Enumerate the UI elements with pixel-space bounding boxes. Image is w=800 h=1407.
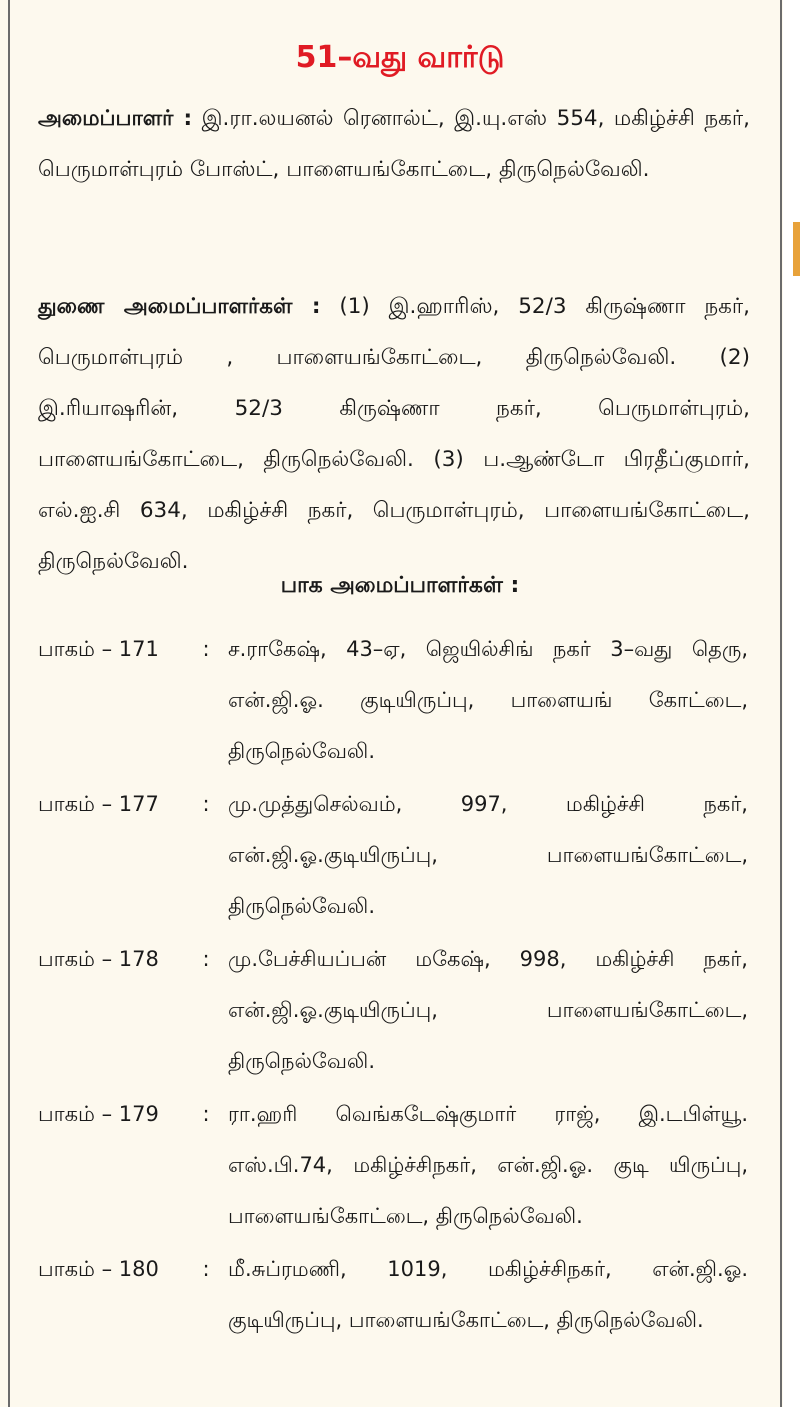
booth-number: பாகம் – 180	[38, 1257, 159, 1281]
booth-separator: :	[202, 1257, 210, 1281]
booth-organizer-text: மு.பேச்சியப்பன் மகேஷ், 998, மகிழ்ச்சி நகர், என்.ஜி.ஓ.குடியிருப்பு, பாளையங்கோட்டை, திருநெல்வேலி.	[228, 947, 748, 1073]
booth-number: பாகம் – 179	[38, 1102, 159, 1126]
adjacent-column-mark	[793, 222, 800, 276]
booth-organizers-heading: பாக அமைப்பாளர்கள் :	[280, 573, 520, 598]
booth-entry	[38, 624, 758, 774]
booth-organizer-text: மு.முத்துசெல்வம், 997, மகிழ்ச்சி நகர், என்.ஜி.ஓ.குடியிருப்பு, பாளையங்கோட்டை, திருநெல்வேலி.	[228, 792, 748, 918]
left-column-rule	[8, 0, 10, 1407]
organizer-entry	[38, 93, 750, 195]
booth-number: பாகம் – 171	[38, 637, 159, 661]
booth-entry	[38, 1089, 758, 1239]
booth-organizer-text: ச.ராகேஷ், 43–ஏ, ஜெயில்சிங் நகர் 3–வது தெரு, என்.ஜி.ஓ. குடியிருப்பு, பாளையங் கோட்டை, திருநெல்வேலி.	[228, 637, 748, 763]
right-column-rule	[780, 0, 782, 1407]
adjacent-column-edge	[783, 0, 800, 1407]
booth-entry	[38, 1244, 758, 1394]
booth-number: பாகம் – 177	[38, 792, 159, 816]
organizer-label: அமைப்பாளர் :	[38, 106, 193, 131]
booth-separator: :	[202, 637, 210, 661]
booth-separator: :	[202, 1102, 210, 1126]
deputy-organizers-label: துணை அமைப்பாளர்கள் :	[38, 294, 321, 319]
ward-title: 51–வது வார்டு	[295, 40, 505, 75]
booth-organizer-text: ரா.ஹரி வெங்கடேஷ்குமார் ராஜ், இ.டபிள்யூ. எஸ்.பி.74, மகிழ்ச்சிநகர், என்.ஜி.ஓ. குடி யிருப்பு, பாளையங்கோட்டை, திருநெல்வேலி.	[228, 1102, 748, 1228]
booth-organizer-text: மீ.சுப்ரமணி, 1019, மகிழ்ச்சிநகர், என்.ஜி.ஓ. குடியிருப்பு, பாளையங்கோட்டை, திருநெல்வேலி.	[228, 1257, 748, 1332]
cut-off-previous-line	[200, 0, 670, 6]
organizer-text: இ.ரா.லயனல் ரெனால்ட், இ.யு.எஸ் 554, மகிழ்ச்சி நகர், பெருமாள்புரம் போஸ்ட், பாளையங்கோட்டை, திருநெல்வேலி.	[38, 106, 750, 182]
booth-entry	[38, 934, 758, 1084]
booth-entry	[38, 779, 758, 929]
deputy-organizers-entry	[38, 281, 750, 587]
deputy-organizers-text: (1) இ.ஹாரிஸ், 52/3 கிருஷ்ணா நகர், பெருமாள்புரம் , பாளையங்கோட்டை, திருநெல்வேலி. (2) இ.ரியாஷரின், 52/3 கிருஷ்ணா நகர், பெருமாள்புரம், பாளையங்கோட்டை, திருநெல்வேலி. (3) ப.ஆண்டோ பிரதீப்குமார், எல்.ஐ.சி 634, மகிழ்ச்சி நகர், பெருமாள்புரம், பாளையங்கோட்டை, திருநெல்வேலி.	[38, 294, 750, 574]
booth-separator: :	[202, 792, 210, 816]
booth-number: பாகம் – 178	[38, 947, 159, 971]
booth-separator: :	[202, 947, 210, 971]
